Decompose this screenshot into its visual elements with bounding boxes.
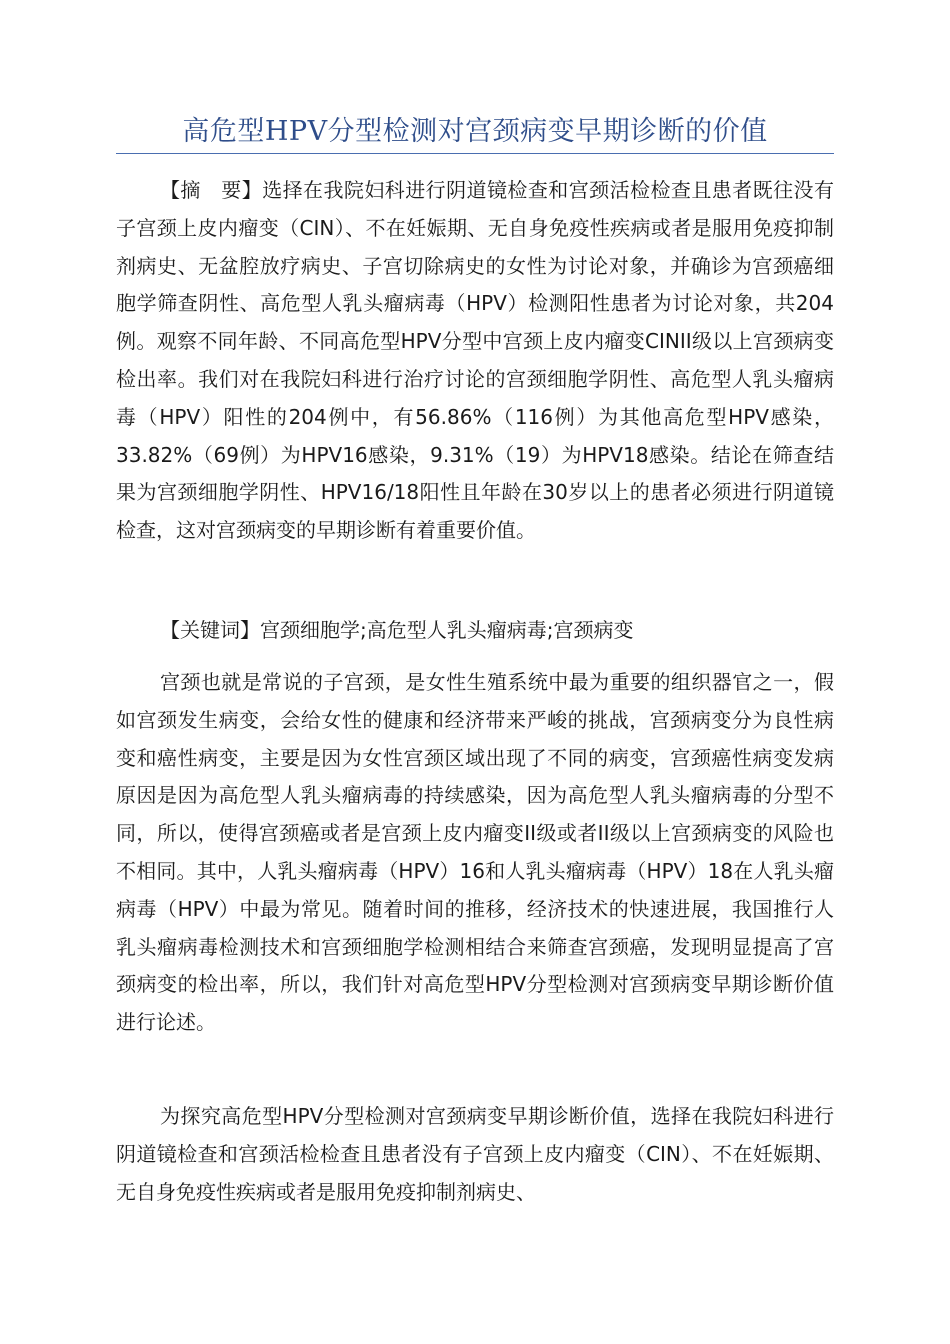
abstract-text: 选择在我院妇科进行阴道镜检查和宫颈活检检查且患者既往没有子宫颈上皮内瘤变（CIN）、不在妊娠期、无自身免疫性疾病或者是服用免疫抑制剂病史、无盆腔放疗病史、子宫切除病史的女性为讨论对象，并确诊为宫颈癌细胞学筛查阴性、高危型人乳头瘤病毒（HPV）检测阳性患者为讨论对象，共204例。观察不同年龄、不同高危型HPV分型中宫颈上皮内瘤变CINII级以上宫颈病变检出率。我们对在我院妇科进行治疗讨论的宫颈细胞学阴性、高危型人乳头瘤病毒（HPV）阳性的204例中，有56.86%（116例）为其他高危型HPV感染，33.82%（69例）为HPV16感染，9.31%（19）为HPV18感染。结论在筛查结果为宫颈细胞学阴性、HPV16/18阳性且年龄在30岁以上的患者必须进行阴道镜检查，这对宫颈病变的早期诊断有着重要价值。 bbox=[116, 178, 834, 543]
abstract-label: 【摘 要】 bbox=[160, 178, 263, 202]
abstract-paragraph bbox=[116, 172, 834, 550]
document-title: 高危型HPV分型检测对宫颈病变早期诊断的价值 bbox=[182, 116, 768, 147]
body-paragraph-1: 宫颈也就是常说的子宫颈，是女性生殖系统中最为重要的组织器官之一，假如宫颈发生病变，会给女性的健康和经济带来严峻的挑战，宫颈病变分为良性病变和癌性病变，主要是因为女性宫颈区域出现了不同的病变，宫颈癌性病变发病原因是因为高危型人乳头瘤病毒的持续感染，因为高危型人乳头瘤病毒的分型不同，所以，使得宫颈癌或者是宫颈上皮内瘤变II级或者II级以上宫颈病变的风险也不相同。其中，人乳头瘤病毒（HPV）16和人乳头瘤病毒（HPV）18在人乳头瘤病毒（HPV）中最为常见。随着时间的推移，经济技术的快速进展，我国推行人乳头瘤病毒检测技术和宫颈细胞学检测相结合来筛查宫颈癌，发现明显提高了宫颈病变的检出率，所以，我们针对高危型HPV分型检测对宫颈病变早期诊断价值进行论述。 bbox=[116, 670, 834, 1035]
keywords-paragraph bbox=[116, 612, 834, 650]
keywords-label: 【关键词】 bbox=[160, 618, 260, 642]
keywords-text: 宫颈细胞学;高危型人乳头瘤病毒;宫颈病变 bbox=[260, 618, 634, 642]
body-paragraph-2: 为探究高危型HPV分型检测对宫颈病变早期诊断价值，选择在我院妇科进行阴道镜检查和宫颈活检检查且患者没有子宫颈上皮内瘤变（CIN）、不在妊娠期、无自身免疫性疾病或者是服用免疫抑制剂病史、 bbox=[116, 1104, 834, 1204]
title-underline bbox=[116, 153, 834, 154]
